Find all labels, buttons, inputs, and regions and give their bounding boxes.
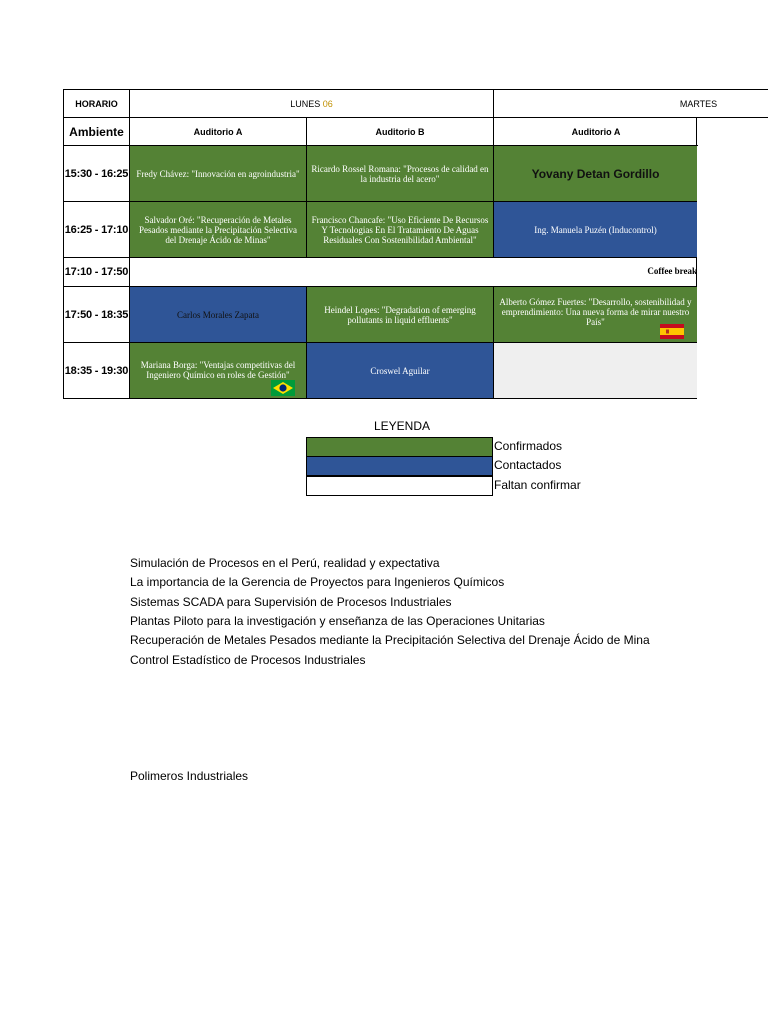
talk-cell: Ricardo Rossel Romana: "Procesos de calidad en la industria del acero": [306, 145, 494, 202]
coffee-break-row: [129, 257, 697, 287]
topic-item: Polimeros Industriales: [130, 769, 249, 783]
brazil-flag-icon: [271, 380, 295, 396]
time-slot-3: 17:10 - 17:50: [63, 257, 130, 287]
talk-cell: Alberto Gómez Fuertes: "Desarrollo, sostenibilidad y emprendimiento: Una nueva forma de mirar nuestro País": [493, 286, 697, 343]
talk-cell-empty: [493, 342, 697, 399]
lunes-header: [129, 89, 494, 118]
spain-flag-icon: [660, 324, 684, 339]
time-slot-5: 18:35 - 19:30: [63, 342, 130, 399]
horario-header: HORARIO: [63, 89, 130, 118]
coffee-break-label: Coffee break: [647, 266, 697, 276]
martes-header: MARTES: [493, 89, 768, 118]
topic-item: Simulación de Procesos en el Perú, realidad y expectativa: [130, 556, 440, 570]
legend-label-contacted: Contactados: [494, 458, 562, 472]
talk-cell: Ing. Manuela Puzén (Inducontrol): [493, 201, 697, 258]
legend-label-confirmed: Confirmados: [494, 439, 563, 453]
topic-item: La importancia de la Gerencia de Proyectos para Ingenieros Químicos: [130, 575, 505, 589]
legend-label-pending: Faltan confirmar: [494, 478, 581, 492]
topic-item: Sistemas SCADA para Supervisión de Procesos Industriales: [130, 595, 452, 609]
topic-item: Control Estadístico de Procesos Industriales: [130, 653, 366, 667]
lunes-day: 06: [322, 98, 333, 109]
talk-cell: Croswel Aguilar: [306, 342, 494, 399]
time-slot-2: 16:25 - 17:10: [63, 201, 130, 258]
talk-cell: Francisco Chancafe: "Uso Eficiente De Recursos Y Tecnologias En El Tratamiento De Aguas Residuales Con Sostenibilidad Ambiental": [306, 201, 494, 258]
topic-item: Plantas Piloto para la investigación y enseñanza de las Operaciones Unitarias: [130, 614, 545, 628]
room-header-3: Auditorio A: [493, 117, 698, 146]
talk-cell: Heindel Lopes: "Degradation of emerging pollutants in liquid effluents": [306, 286, 494, 343]
time-slot-1: 15:30 - 16:25: [63, 145, 130, 202]
lunes-label: LUNES: [290, 98, 321, 109]
talk-cell: Salvador Oré: "Recuperación de Metales Pesados mediante la Precipitación Selectiva del Drenaje Ácido de Minas": [129, 201, 307, 258]
legend-swatch-pending: [306, 476, 493, 496]
legend-swatch-confirmed: [306, 437, 493, 457]
room-header-1: Auditorio A: [129, 117, 307, 146]
time-slot-4: 17:50 - 18:35: [63, 286, 130, 343]
legend-title: LEYENDA: [374, 419, 431, 433]
legend-swatch-contacted: [306, 456, 493, 476]
talk-cell: Mariana Borga: "Ventajas competitivas del Ingeniero Químico en roles de Gestión": [129, 342, 307, 399]
talk-cell: Yovany Detan Gordillo: [493, 145, 697, 202]
room-header-2: Auditorio B: [306, 117, 494, 146]
talk-cell: Carlos Morales Zapata: [129, 286, 307, 343]
topic-item: Recuperación de Metales Pesados mediante la Precipitación Selectiva del Drenaje Ácido de Mina: [130, 633, 650, 647]
talk-cell: Fredy Chávez: "Innovación en agroindustria": [129, 145, 307, 202]
ambiente-header: Ambiente: [63, 117, 130, 146]
